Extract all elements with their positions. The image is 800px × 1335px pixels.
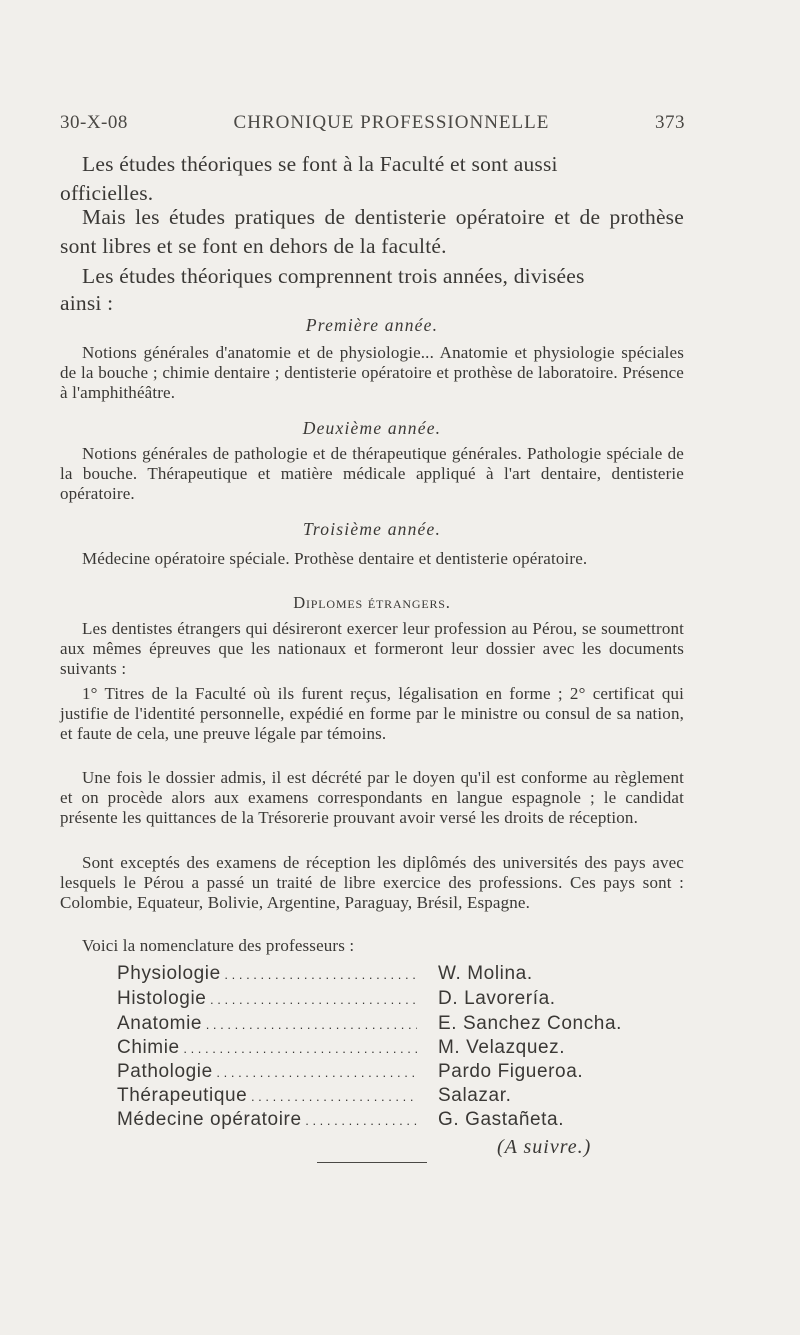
intro-paragraph-3-line-2: ainsi : (60, 291, 114, 315)
professor-name: W. Molina. (438, 963, 533, 984)
year-1-heading: Première année. (305, 315, 439, 335)
professor-row (117, 1109, 677, 1135)
professor-name: M. Velazquez. (438, 1037, 566, 1058)
professor-subject: Chimie . . . (117, 1037, 417, 1059)
diplomes-paragraph-3: Une fois le dossier admis, il est décrété par le doyen qu'il est conforme au règlement et on procède alors aux examens correspondants en langue espagnole ; le candidat présente les quittances de la Trésorerie prouvant avoir versé les droits de réception. (60, 768, 684, 828)
intro-paragraph-1-line-1: Les études théoriques se font à la Faculté et sont aussi (82, 152, 558, 176)
professor-row (117, 1037, 677, 1063)
diplomes-paragraph-5: Voici la nomenclature des professeurs : (82, 936, 355, 955)
professor-row (117, 963, 677, 989)
professor-name: Pardo Figueroa. (438, 1061, 584, 1082)
professor-subject: Pathologie . . . (117, 1061, 417, 1083)
diplomes-paragraph-2: 1° Titres de la Faculté où ils furent reçus, légalisation en forme ; 2° certificat qui justifie de l'identité personnelle, expédié en forme par le ministre ou consul de sa nation, et faute de cela, une preuve légale par témoins. (60, 684, 684, 744)
year-2-heading: Deuxième année. (302, 418, 442, 438)
professor-name: D. Lavorería. (438, 988, 556, 1009)
professor-name: E. Sanchez Concha. (438, 1013, 623, 1034)
professor-subject: Histologie . . . (117, 988, 417, 1010)
professor-name: G. Gastañeta. (438, 1109, 565, 1130)
header-title: CHRONIQUE PROFESSIONNELLE (233, 112, 550, 133)
year-2-text: Notions générales de pathologie et de thérapeutique générales. Pathologie spéciale de la bouche. Thérapeutique et matière médicale appliqué à l'art dentaire, dentisterie opératoire. (60, 444, 684, 504)
year-3-heading: Troisième année. (302, 519, 442, 539)
professor-subject: Thérapeutique . . . (117, 1085, 417, 1107)
header-date: 30-X-08 (60, 112, 128, 133)
professor-row (117, 988, 677, 1014)
professor-row (117, 1013, 677, 1039)
professor-name: Salazar. (438, 1085, 512, 1106)
intro-paragraph-3-line-1: Les études théoriques comprennent trois années, divisées (82, 264, 585, 288)
closing-rule (317, 1162, 427, 1163)
diplomes-heading: Diplomes étrangers. (293, 593, 451, 612)
running-header (60, 112, 685, 134)
professor-subject: Physiologie . . . (117, 963, 417, 985)
page-number: 373 (655, 112, 685, 133)
continued-note: (A suivre.) (497, 1136, 592, 1158)
year-3-text: Médecine opératoire spéciale. Prothèse dentaire et dentisterie opératoire. (82, 549, 588, 568)
intro-paragraph-2: Mais les études pratiques de dentisterie opératoire et de prothèse sont libres et se font en dehors de la faculté. (60, 205, 684, 258)
professor-row (117, 1085, 677, 1111)
professor-subject: Médecine opératoire . . . (117, 1109, 417, 1131)
diplomes-paragraph-4: Sont exceptés des examens de réception les diplômés des universités des pays avec lesquels le Pérou a passé un traité de libre exercice des professions. Ces pays sont : Colombie, Equateur, Bolivie, Argentine, Paraguay, Brésil, Espagne. (60, 853, 684, 913)
professor-subject: Anatomie . . . (117, 1013, 417, 1035)
diplomes-paragraph-1: Les dentistes étrangers qui désireront exercer leur profession au Pérou, se soumettront aux mêmes épreuves que les nationaux et formeront leur dossier avec les documents suivants : (60, 619, 684, 679)
professor-row (117, 1061, 677, 1087)
intro-paragraph-1-line-2: officielles. (60, 181, 154, 205)
year-1-text: Notions générales d'anatomie et de physiologie... Anatomie et physiologie spéciales de la bouche ; chimie dentaire ; dentisterie opératoire et prothèse de laboratoire. Présence à l'amphithéâtre. (60, 343, 684, 403)
